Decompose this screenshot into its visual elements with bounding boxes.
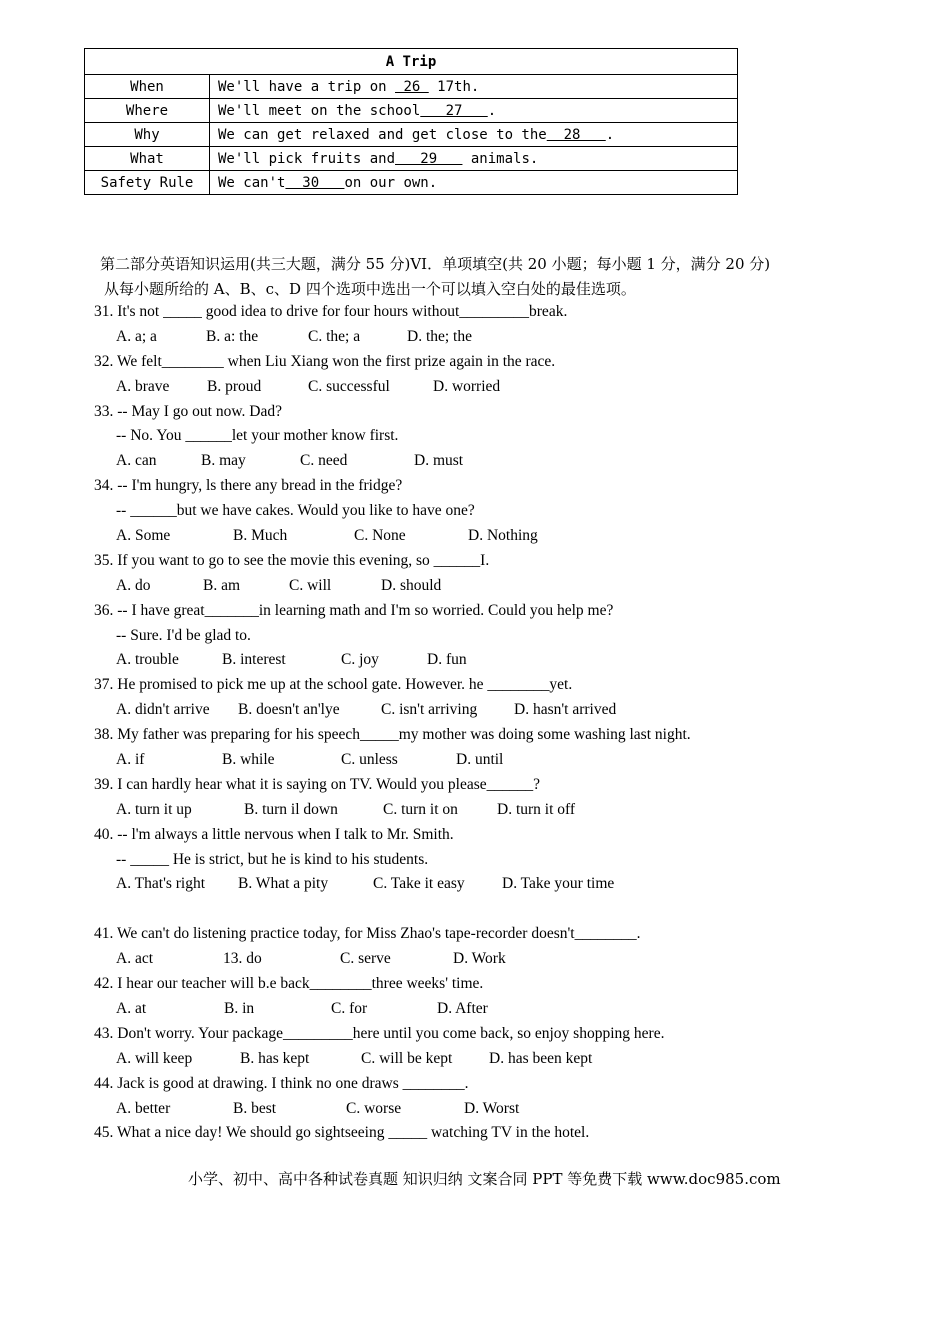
question-stem: 40. -- l'm always a little nervous when I talk to Mr. Smith. bbox=[94, 825, 454, 843]
option-c[interactable]: C. unless bbox=[341, 751, 398, 769]
option-b[interactable]: B. interest bbox=[222, 651, 286, 669]
question-stem: 33. -- May I go out now. Dad? bbox=[94, 402, 282, 420]
option-d[interactable]: D. Take your time bbox=[502, 875, 615, 893]
option-c[interactable]: C. worse bbox=[346, 1099, 402, 1117]
question-stem: 45. What a nice day! We should go sightseeing _____ watching TV in the hotel. bbox=[94, 1124, 590, 1142]
question-stem: 41. We can't do listening practice today, for Miss Zhao's tape-recorder doesn't________. bbox=[94, 925, 641, 943]
option-a[interactable]: A. didn't arrive bbox=[116, 701, 210, 719]
option-d[interactable]: D. Worst bbox=[464, 1099, 520, 1117]
option-a[interactable]: A. Some bbox=[116, 527, 171, 545]
option-a[interactable]: A. turn it up bbox=[116, 800, 192, 818]
question-dialogue-line: -- ______but we have cakes. Would you like to have one? bbox=[116, 502, 475, 520]
question-stem: 44. Jack is good at drawing. I think no one draws ________. bbox=[94, 1074, 469, 1092]
option-d[interactable]: D. has been kept bbox=[489, 1049, 593, 1067]
trip-row-key: When bbox=[85, 75, 210, 99]
option-d[interactable]: D. worried bbox=[433, 377, 501, 395]
question-options bbox=[94, 524, 894, 549]
option-d[interactable]: D. hasn't arrived bbox=[514, 701, 617, 719]
trip-row-value: We'll pick fruits and 29 animals. bbox=[210, 147, 738, 171]
trip-table-header-row bbox=[85, 49, 738, 75]
question-options bbox=[94, 1047, 894, 1072]
question-options bbox=[94, 1097, 894, 1122]
option-b[interactable]: B. a: the bbox=[206, 327, 259, 345]
trip-row-value: We can get relaxed and get close to the 28 . bbox=[210, 123, 738, 147]
option-d[interactable]: D. Nothing bbox=[468, 527, 538, 545]
trip-row-value: We'll meet on the school 27 . bbox=[210, 99, 738, 123]
question-options bbox=[94, 574, 894, 599]
question-stem: 35. If you want to go to see the movie this evening, so ______I. bbox=[94, 551, 490, 569]
option-b[interactable]: B. in bbox=[224, 999, 255, 1017]
section-header bbox=[100, 252, 860, 302]
question-stem: 32. We felt________ when Liu Xiang won the first prize again in the race. bbox=[94, 352, 556, 370]
option-d[interactable]: D. turn it off bbox=[497, 800, 576, 818]
option-c[interactable]: C. joy bbox=[341, 651, 379, 669]
question-options bbox=[94, 748, 894, 773]
question-stem: 43. Don't worry. Your package_________here until you come back, so enjoy shopping here. bbox=[94, 1024, 665, 1042]
option-b[interactable]: B. has kept bbox=[240, 1049, 310, 1067]
option-d[interactable]: D. until bbox=[456, 751, 504, 769]
question-options bbox=[94, 325, 894, 350]
question-stem: 31. It's not _____ good idea to drive for four hours without_________break. bbox=[94, 303, 568, 320]
option-b[interactable]: B. What a pity bbox=[238, 875, 329, 893]
option-c[interactable]: C. for bbox=[331, 999, 368, 1017]
option-a[interactable]: A. if bbox=[116, 751, 145, 769]
question-options bbox=[94, 449, 894, 474]
blank-26: 26 bbox=[395, 78, 429, 95]
trip-row-where bbox=[85, 99, 738, 123]
section-title: 第二部分英语知识运用(共三大题，满分 55 分)VI．单项填空(共 20 小题；每小题 1 分，满分 20 分) bbox=[100, 255, 771, 273]
trip-row-when bbox=[85, 75, 738, 99]
option-a[interactable]: A. will keep bbox=[116, 1049, 193, 1067]
question-options bbox=[94, 798, 894, 823]
option-d[interactable]: D. the; the bbox=[407, 327, 472, 345]
trip-row-key: What bbox=[85, 147, 210, 171]
blank-29: 29 bbox=[395, 150, 463, 167]
option-a[interactable]: A. a; a bbox=[116, 327, 157, 345]
option-b[interactable]: B. may bbox=[201, 452, 246, 470]
question-options bbox=[94, 872, 894, 897]
option-d[interactable]: D. Work bbox=[453, 950, 506, 968]
trip-row-what bbox=[85, 147, 738, 171]
option-c[interactable]: C. need bbox=[300, 452, 348, 470]
blank-27: 27 bbox=[420, 102, 488, 119]
trip-table-title: A Trip bbox=[85, 49, 738, 75]
question-stem: 42. I hear our teacher will b.e back________three weeks' time. bbox=[94, 975, 484, 993]
option-c[interactable]: C. will be kept bbox=[361, 1049, 453, 1067]
option-a[interactable]: A. brave bbox=[116, 377, 170, 395]
option-c[interactable]: C. Take it easy bbox=[373, 875, 465, 893]
question-options bbox=[94, 698, 894, 723]
trip-row-key: Where bbox=[85, 99, 210, 123]
option-b[interactable]: 13. do bbox=[223, 950, 262, 968]
option-c[interactable]: C. successful bbox=[308, 377, 390, 395]
option-a[interactable]: A. act bbox=[116, 950, 154, 968]
option-a[interactable]: A. at bbox=[116, 999, 147, 1017]
option-b[interactable]: B. turn il down bbox=[244, 800, 338, 818]
question-dialogue-line: -- _____ He is strict, but he is kind to his students. bbox=[116, 850, 429, 868]
blank-30: 30 bbox=[285, 174, 345, 191]
option-d[interactable]: D. fun bbox=[427, 651, 467, 669]
trip-table bbox=[84, 48, 738, 195]
trip-row-safety-rule bbox=[85, 171, 738, 195]
option-c[interactable]: C. will bbox=[289, 576, 332, 594]
trip-row-value: We'll have a trip on 26 17th. bbox=[210, 75, 738, 99]
option-c[interactable]: C. turn it on bbox=[383, 800, 458, 818]
option-c[interactable]: C. isn't arriving bbox=[381, 701, 478, 719]
option-a[interactable]: A. trouble bbox=[116, 651, 179, 669]
question-stem: 39. I can hardly hear what it is saying on TV. Would you please______? bbox=[94, 775, 541, 793]
option-c[interactable]: C. serve bbox=[340, 950, 391, 968]
question-dialogue-line: -- Sure. I'd be glad to. bbox=[116, 626, 251, 644]
option-b[interactable]: B. doesn't an'lye bbox=[238, 701, 340, 719]
option-d[interactable]: D. should bbox=[381, 576, 442, 594]
question-stem: 37. He promised to pick me up at the school gate. However. he ________yet. bbox=[94, 676, 573, 694]
trip-row-why bbox=[85, 123, 738, 147]
option-b[interactable]: B. am bbox=[203, 576, 241, 594]
section-instructions: 从每小题所给的 A、B、c、D 四个选项中选出一个可以填入空白处的最佳选项。 bbox=[104, 280, 636, 298]
question-options bbox=[94, 997, 894, 1022]
option-c[interactable]: C. the; a bbox=[308, 327, 361, 345]
question-options bbox=[94, 648, 894, 673]
question-stem: 38. My father was preparing for his speech_____my mother was doing some washing last night. bbox=[94, 726, 691, 744]
question-options bbox=[94, 375, 894, 400]
option-a[interactable]: A. That's right bbox=[116, 875, 206, 893]
option-b[interactable]: B. best bbox=[233, 1099, 277, 1117]
trip-row-key: Safety Rule bbox=[85, 171, 210, 195]
option-a[interactable]: A. better bbox=[116, 1099, 171, 1117]
blank-28: 28 bbox=[546, 126, 606, 143]
trip-row-value: We can't 30 on our own. bbox=[210, 171, 738, 195]
trip-row-key: Why bbox=[85, 123, 210, 147]
option-d[interactable]: D. After bbox=[437, 999, 488, 1017]
question-list bbox=[94, 300, 894, 1146]
option-c[interactable]: C. None bbox=[354, 527, 406, 545]
question-options bbox=[94, 947, 894, 972]
option-d[interactable]: D. must bbox=[414, 452, 464, 470]
question-stem: 34. -- I'm hungry, ls there any bread in the fridge? bbox=[94, 477, 403, 495]
option-b[interactable]: B. proud bbox=[207, 377, 262, 395]
option-b[interactable]: B. while bbox=[222, 751, 275, 769]
option-a[interactable]: A. do bbox=[116, 576, 151, 594]
option-b[interactable]: B. Much bbox=[233, 527, 288, 545]
question-dialogue-line: -- No. You ______let your mother know first. bbox=[116, 427, 399, 445]
question-stem: 36. -- I have great_______in learning math and I'm so worried. Could you help me? bbox=[94, 601, 614, 619]
footer-text: 小学、初中、高中各种试卷真题 知识归纳 文案合同 PPT 等免费下载 www.doc985.com bbox=[188, 1170, 781, 1188]
option-a[interactable]: A. can bbox=[116, 452, 157, 470]
